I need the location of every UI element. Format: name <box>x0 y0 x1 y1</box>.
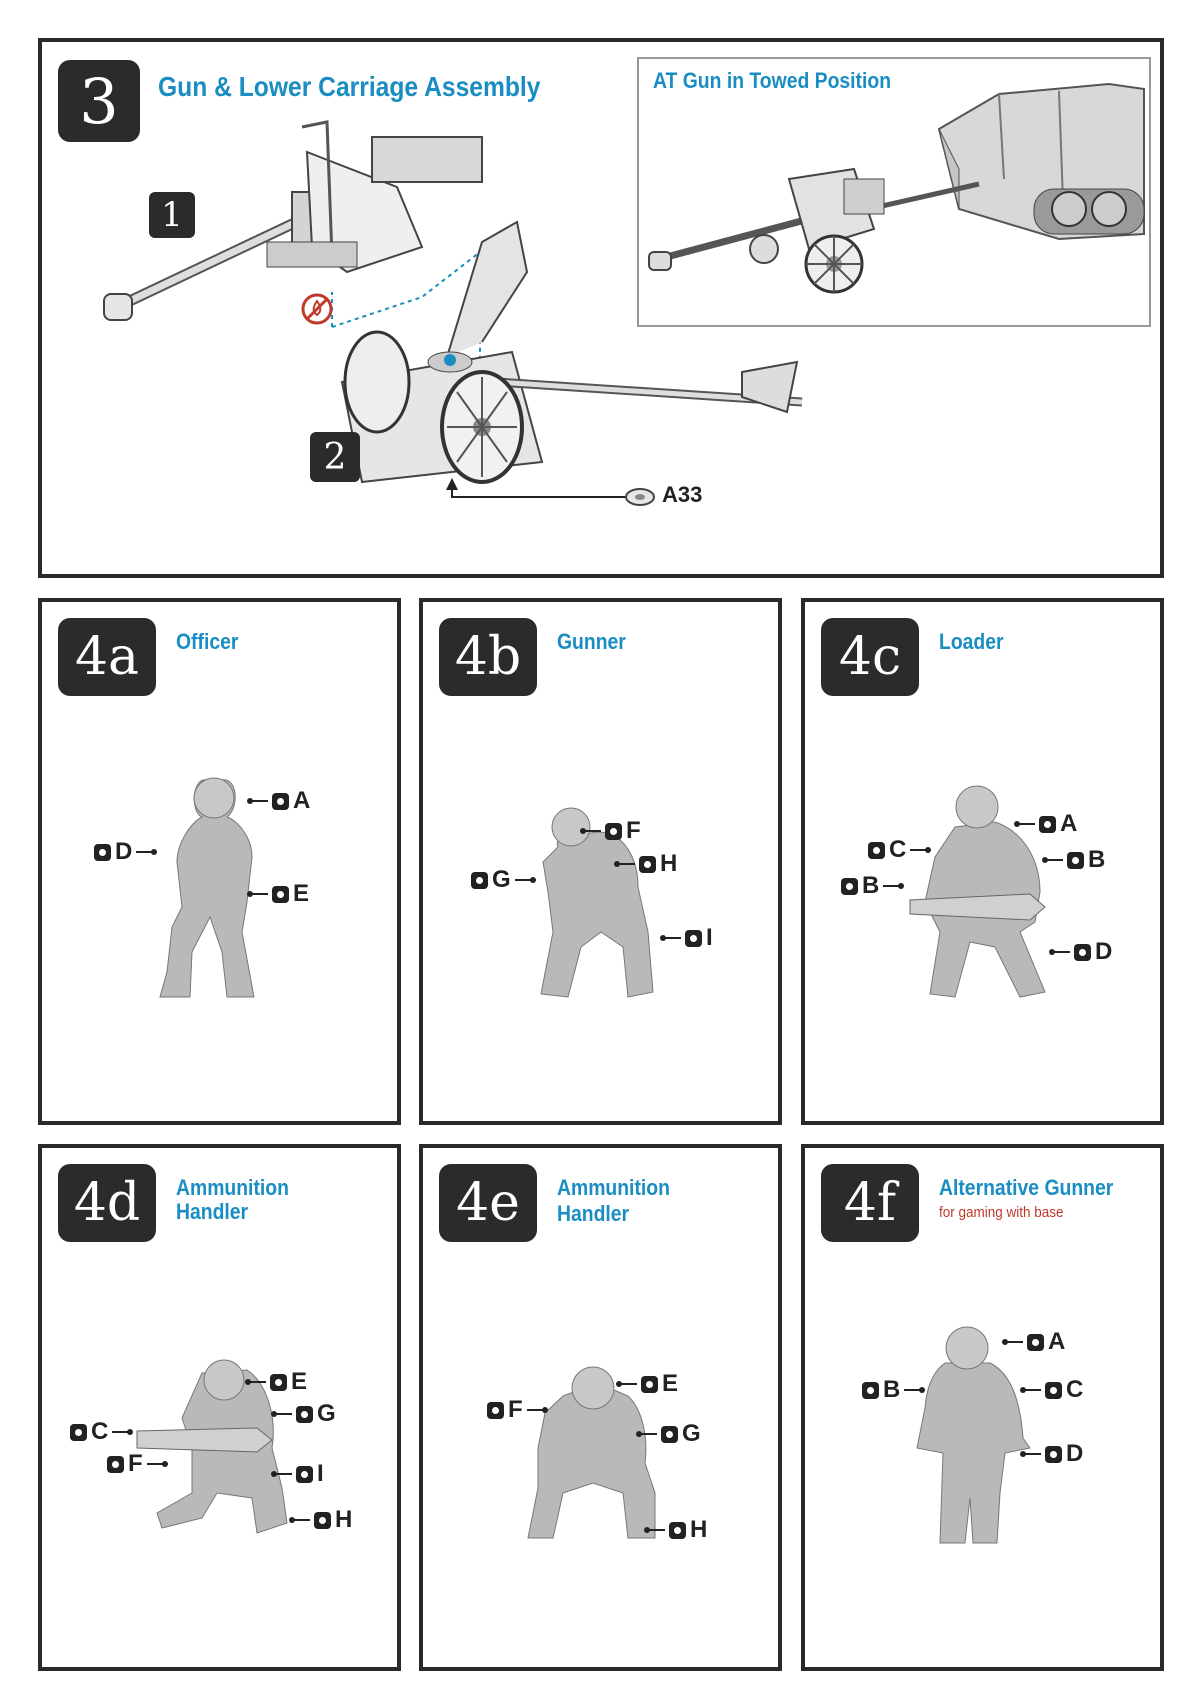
step-4a-panel <box>38 598 401 1125</box>
step-number-badge: 4c <box>821 618 919 696</box>
ammunition-handler-kneeling-figure <box>42 1148 405 1675</box>
step-3-panel <box>38 38 1164 578</box>
figure-title-line2: Handler <box>176 1199 249 1224</box>
step-number-badge: 4f <box>821 1164 919 1242</box>
part-label: D <box>1052 938 1112 966</box>
part-label: D <box>94 838 154 866</box>
step-number-badge: 4e <box>439 1164 537 1242</box>
part-label: E <box>250 880 309 908</box>
part-label: E <box>619 1370 678 1398</box>
callout-1: 1 <box>149 192 195 238</box>
part-label: A <box>1005 1328 1065 1356</box>
part-label: H <box>647 1516 707 1544</box>
part-label: H <box>617 850 677 878</box>
step-4f-panel <box>801 1144 1164 1671</box>
figure-title-line1: Ammunition <box>557 1175 670 1200</box>
loader-figure <box>805 602 1168 1129</box>
step-number-badge: 4d <box>58 1164 156 1242</box>
part-label: I <box>274 1460 324 1488</box>
part-label: D <box>1023 1440 1083 1468</box>
part-label: F <box>107 1450 165 1478</box>
part-label-a33: A33 <box>662 482 703 507</box>
figure-title: Officer <box>176 629 239 654</box>
part-label: F <box>487 1396 545 1424</box>
figure-title-line2: Handler <box>557 1201 630 1226</box>
part-label: F <box>583 817 641 845</box>
part-label: C <box>1023 1376 1083 1404</box>
part-label: I <box>663 924 713 952</box>
step-number-badge: 4b <box>439 618 537 696</box>
callout-2: 2 <box>310 432 360 482</box>
part-label: B <box>841 872 901 900</box>
step-4b-panel <box>419 598 782 1125</box>
part-label: G <box>639 1420 701 1448</box>
alternative-gunner-figure <box>805 1148 1168 1675</box>
figure-title: Loader <box>939 629 1004 654</box>
part-label: E <box>248 1368 307 1396</box>
figure-subtitle: for gaming with base <box>939 1204 1064 1221</box>
figure-title: Gunner <box>557 629 626 654</box>
step-4c-panel <box>801 598 1164 1125</box>
part-label: H <box>292 1506 352 1534</box>
figure-title-line1: Ammunition <box>176 1175 289 1200</box>
part-label: G <box>471 866 533 894</box>
figure-title: Alternative Gunner <box>939 1175 1114 1200</box>
part-label: A <box>250 787 310 815</box>
step-number-badge: 3 <box>58 60 140 142</box>
part-label: B <box>1045 846 1105 874</box>
gun-assembly-illustration <box>42 42 1160 574</box>
inset-title: AT Gun in Towed Position <box>653 68 892 93</box>
no-glue-icon <box>301 293 333 325</box>
step-number-badge: 4a <box>58 618 156 696</box>
part-label: G <box>274 1400 336 1428</box>
part-label: C <box>868 836 928 864</box>
step-4e-panel <box>419 1144 782 1671</box>
ammunition-handler-crouching-figure <box>423 1148 786 1675</box>
step-title: Gun & Lower Carriage Assembly <box>158 71 541 102</box>
step-4d-panel <box>38 1144 401 1671</box>
part-label: B <box>862 1376 922 1404</box>
part-label: A <box>1017 810 1077 838</box>
part-label: C <box>70 1418 130 1446</box>
